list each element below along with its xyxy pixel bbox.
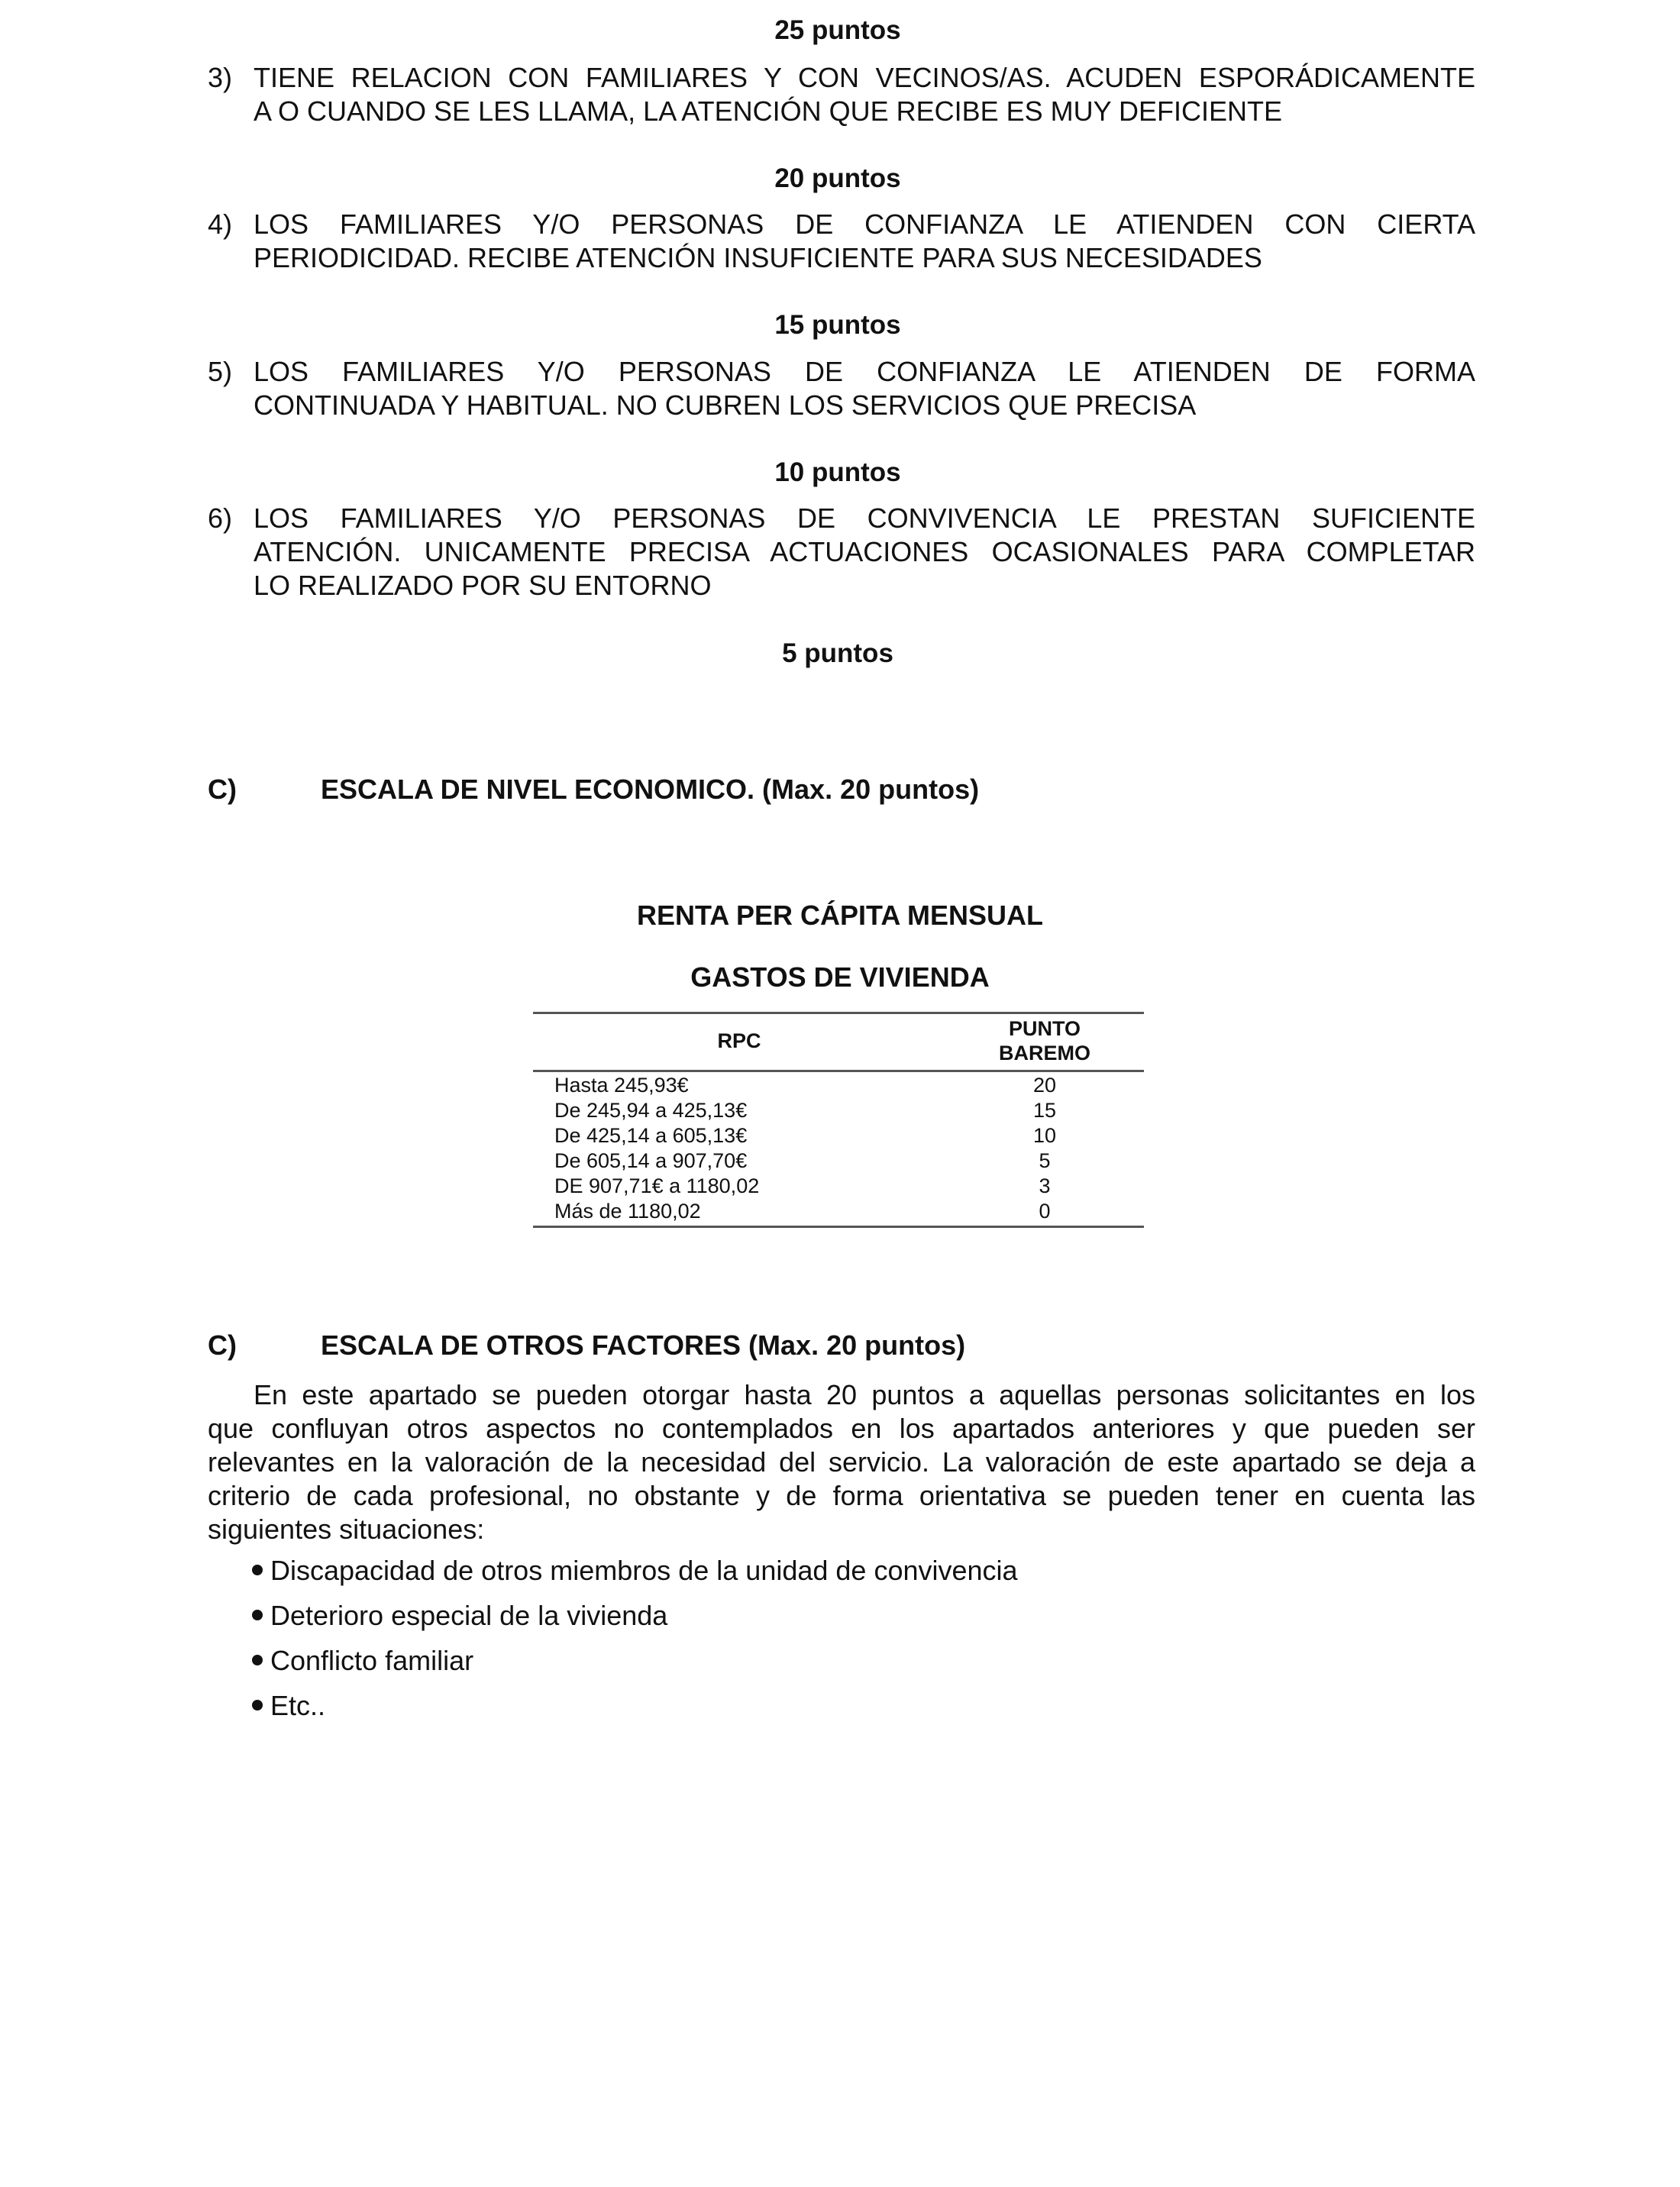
table-cell-rpc: DE 907,71€ a 1180,02 (554, 1174, 760, 1197)
table-row (533, 1148, 1144, 1174)
item-text-line: LO REALIZADO POR SU ENTORNO (254, 570, 712, 601)
list-item (208, 502, 1475, 602)
item-text-line: CONTINUADA Y HABITUAL. NO CUBREN LOS SERVICIOS QUE PRECISA (254, 389, 1197, 421)
table-row (533, 1073, 1144, 1098)
table-cell-rpc: Más de 1180,02 (554, 1200, 701, 1223)
points-label: 10 puntos (774, 457, 901, 487)
other-factors-paragraph (208, 1378, 1475, 1546)
section-title: ESCALA DE NIVEL ECONOMICO. (Max. 20 puntos) (321, 774, 980, 805)
table-cell-rpc: De 245,94 a 425,13€ (554, 1099, 748, 1122)
bullet-icon (252, 1610, 263, 1620)
bullet-text: Deterioro especial de la vivienda (270, 1600, 668, 1631)
table-heading-renta: RENTA PER CÁPITA MENSUAL (636, 900, 1043, 931)
section-title: ESCALA DE OTROS FACTORES (Max. 20 puntos) (321, 1329, 966, 1361)
item-text-line: LOS FAMILIARES Y/O PERSONAS DE CONFIANZA LE ATIENDEN DE FORMA (254, 356, 1475, 387)
list-item (252, 1689, 325, 1723)
table-header-rpc: RPC (717, 1029, 761, 1052)
points-label: 15 puntos (774, 310, 901, 340)
item-text-line: ATENCIÓN. UNICAMENTE PRECISA ACTUACIONES OCASIONALES PARA COMPLETAR (254, 536, 1475, 567)
table-cell-points: 10 (1032, 1124, 1057, 1147)
list-item (208, 355, 1475, 422)
item-number: 4) (208, 208, 233, 240)
list-item (252, 1644, 473, 1678)
item-number: 6) (208, 502, 233, 534)
points-label: 20 puntos (774, 163, 901, 193)
table-row (533, 1098, 1144, 1123)
table-header-baremo: BAREMO (999, 1042, 1090, 1064)
table-heading-gastos: GASTOS DE VIVIENDA (690, 961, 990, 993)
paragraph-line: que confluyan otros aspectos no contemplados en los apartados anteriores y que pueden ser (208, 1413, 1475, 1444)
table-cell-rpc: De 605,14 a 907,70€ (554, 1149, 748, 1172)
rpc-table (533, 1012, 1144, 1233)
table-header-punto: PUNTO (1008, 1017, 1081, 1040)
table-cell-points: 0 (1039, 1200, 1051, 1223)
item-number: 3) (208, 62, 233, 93)
paragraph-line: relevantes en la valoración de la necesidad del servicio. La valoración de este apartado se deja a (208, 1446, 1475, 1478)
points-label: 25 puntos (774, 15, 901, 45)
item-number: 5) (208, 356, 233, 387)
paragraph-line: En este apartado se pueden otorgar hasta 20 puntos a aquellas personas solicitantes en los (254, 1379, 1475, 1410)
table-row (533, 1174, 1144, 1199)
table-row (533, 1199, 1144, 1224)
points-label: 5 puntos (782, 638, 893, 668)
table-cell-rpc: De 425,14 a 605,13€ (554, 1124, 748, 1147)
bullet-icon (252, 1565, 263, 1575)
list-item (208, 208, 1475, 275)
table-cell-rpc: Hasta 245,93€ (554, 1074, 689, 1097)
section-letter: C) (208, 1329, 237, 1361)
bullet-icon (252, 1700, 263, 1711)
table-row (533, 1123, 1144, 1148)
item-text-line: LOS FAMILIARES Y/O PERSONAS DE CONVIVENCIA LE PRESTAN SUFICIENTE (254, 502, 1475, 534)
item-text-line: TIENE RELACION CON FAMILIARES Y CON VECINOS/AS. ACUDEN ESPORÁDICAMENTE (254, 62, 1475, 93)
bullet-text: Etc.. (270, 1690, 326, 1721)
table-cell-points: 15 (1032, 1099, 1057, 1122)
item-text-line: PERIODICIDAD. RECIBE ATENCIÓN INSUFICIENTE PARA SUS NECESIDADES (254, 242, 1262, 273)
table-top-rule (533, 1012, 1144, 1014)
table-bottom-rule (533, 1226, 1144, 1228)
paragraph-line: criterio de cada profesional, no obstante y de forma orientativa se pueden tener en cuenta las (208, 1480, 1475, 1511)
bullet-text: Discapacidad de otros miembros de la unidad de convivencia (270, 1555, 1018, 1586)
item-text-line: LOS FAMILIARES Y/O PERSONAS DE CONFIANZA LE ATIENDEN CON CIERTA (254, 208, 1475, 240)
item-text-line: A O CUANDO SE LES LLAMA, LA ATENCIÓN QUE RECIBE ES MUY DEFICIENTE (254, 95, 1283, 127)
bullet-text: Conflicto familiar (270, 1645, 474, 1676)
list-item (208, 61, 1475, 128)
bullet-icon (252, 1655, 263, 1665)
table-cell-points: 3 (1039, 1174, 1051, 1197)
list-item (252, 1599, 667, 1633)
table-cell-points: 5 (1039, 1149, 1051, 1172)
list-item (252, 1554, 1018, 1588)
section-letter: C) (208, 774, 237, 805)
table-cell-points: 20 (1032, 1074, 1057, 1097)
table-header-rule (533, 1070, 1144, 1072)
paragraph-line: siguientes situaciones: (208, 1513, 485, 1545)
